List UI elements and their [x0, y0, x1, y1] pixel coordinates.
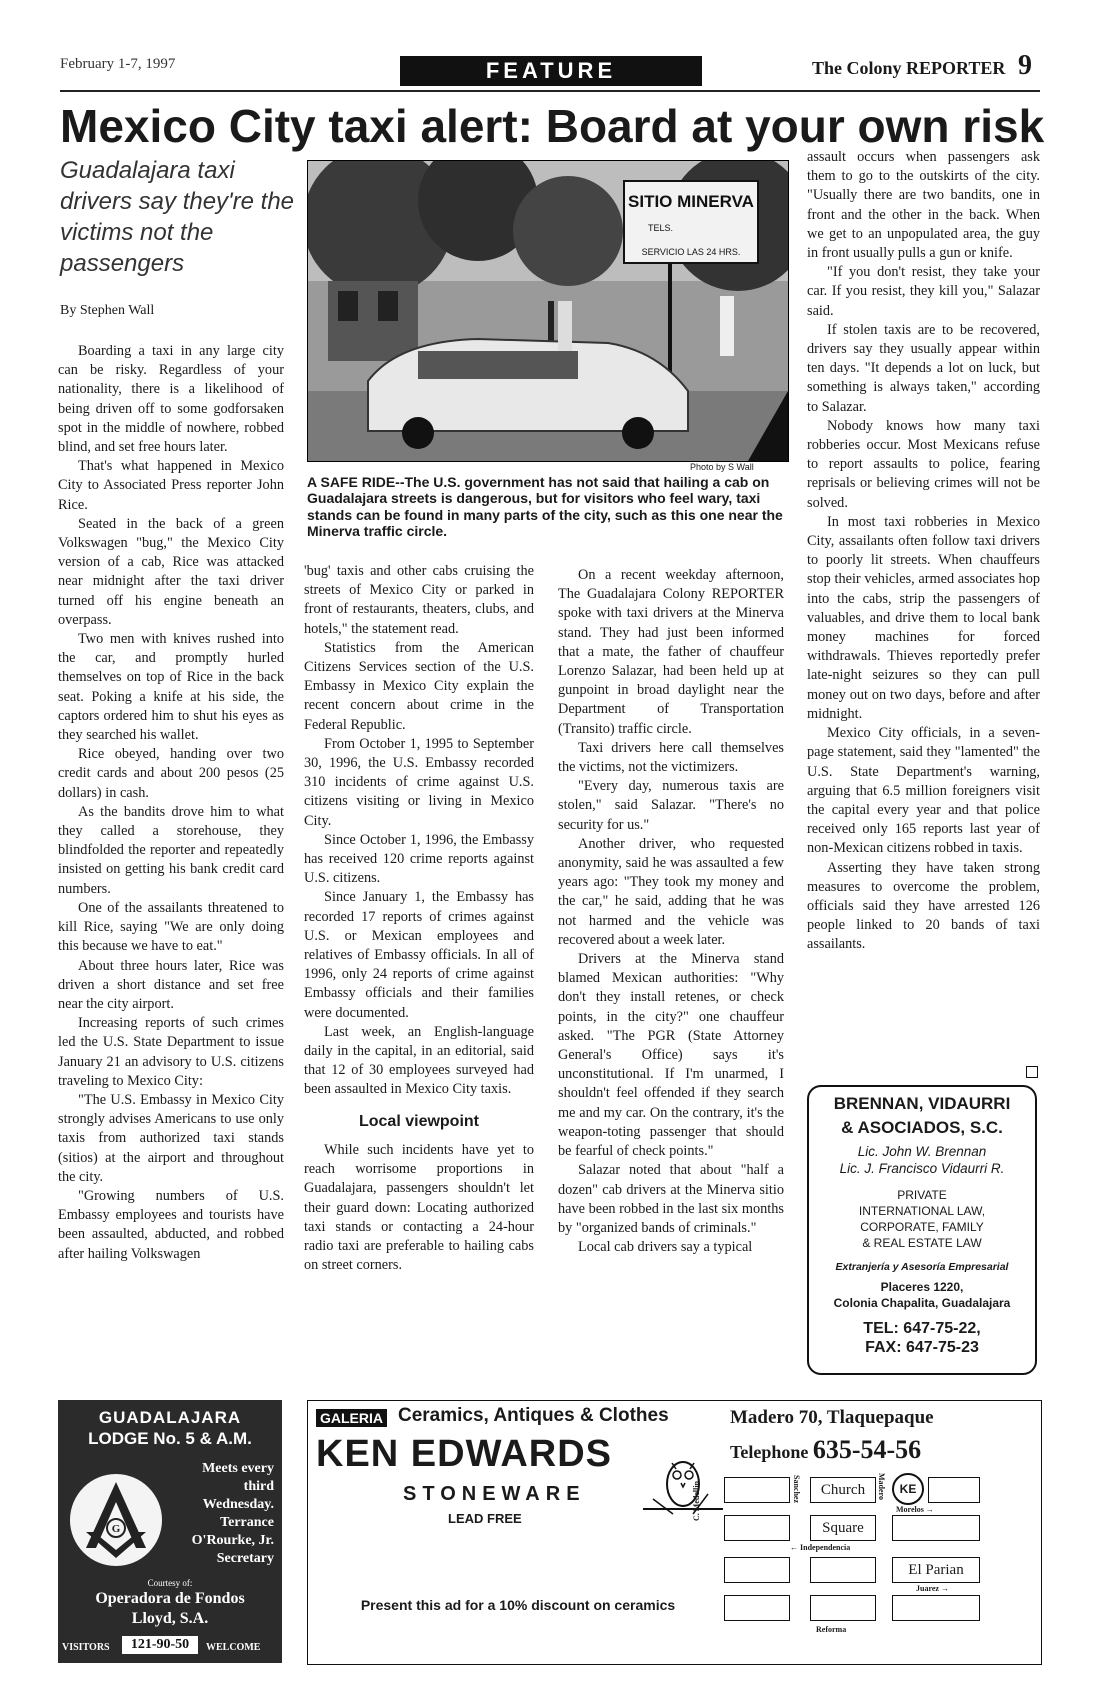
paragraph: Mexico City officials, in a seven-page statement, said they "lamented" the U.S. State Department's warning, arguing that 6.5 million foreigners visit the capital every year and that police received only 165 reports last year of non-Mexican citizens robbed in taxis.: [807, 725, 1040, 857]
galeria-label: GALERIA: [316, 1409, 387, 1427]
ken-discount: Present this ad for a 10% discount on ceramics: [360, 1597, 676, 1613]
paragraph: Drivers at the Minerva stand blamed Mexican authorities: "Why don't they install retenes, or check points, in the city?" one chauffeur asked. "The PGR (State Attorney General's Office) says it's unconstitutional. If I'm unarmed, I shouldn't feel offended if they search me and my car. On the contrary, it's the weapon-toting passenger that should be fearful of check points.": [558, 951, 784, 1160]
square-compass-icon: [66, 1470, 166, 1570]
lawyer-name-1: Lic. John W. Brennan: [857, 1144, 987, 1159]
lodge-contact-3: Secretary: [216, 1551, 274, 1566]
map-block: [928, 1477, 980, 1503]
ken-tel: 635-54-56: [812, 1435, 922, 1464]
deck: Guadalajara taxi drivers say they're the victims not the passengers: [60, 157, 295, 277]
map-block: [724, 1477, 790, 1503]
paragraph: Rice obeyed, handing over two credit cards and about 200 pesos (25 dollars) in cash.: [58, 746, 284, 801]
lodge-meets-2: third: [243, 1479, 274, 1494]
paragraph: assault occurs when passengers ask them to go to the outskirts of the city. "Usually there are two bandits, one in front and the other in the back. When we get to an unpopulated area, the guy in front usually pulls a gun or knife.: [807, 149, 1040, 262]
paragraph: That's what happened in Mexico City to Associated Press reporter John Rice.: [58, 458, 284, 513]
law-firm-name-1: BRENNAN, VIDAURRI: [833, 1094, 1011, 1113]
article-column-2: [304, 562, 534, 1275]
ken-tel-label: Telephone: [730, 1442, 809, 1462]
paragraph: In most taxi robberies in Mexico City, assailants often follow taxi drivers to poorly lit streets. When chauffeurs stop their vehicles, armed associates hop into the cabs, strip the passengers of valuables, and drive them to local bank money machines for forced withdrawals. Thieves reportedly prefer late-night seizures so they can pull money out on two days, before and after midnight.: [807, 513, 1040, 722]
paragraph: Asserting they have taken strong measures to overcome the problem, officials said they have arrested 126 people linked to 20 bands of taxi assailants.: [807, 859, 1040, 953]
map-block: [810, 1595, 876, 1621]
photo-illustration: [308, 161, 788, 461]
practice-line-4: & REAL ESTATE LAW: [862, 1236, 982, 1250]
paragraph: "Growing numbers of U.S. Embassy employees and tourists have been assaulted, abducted, and robbed after hailing Volkswagen: [58, 1187, 284, 1262]
map-block: [892, 1595, 980, 1621]
paper-name: The Colony REPORTER: [812, 58, 1006, 78]
lodge-meets-3: Wednesday.: [202, 1497, 274, 1512]
lodge-title-2: LODGE No. 5 & A.M.: [88, 1429, 252, 1448]
lodge-welcome: WELCOME: [206, 1642, 261, 1653]
map-ke-marker: KE: [892, 1473, 924, 1505]
end-mark-icon: [1026, 1066, 1038, 1078]
law-tel: TEL: 647-75-22,: [863, 1320, 981, 1337]
map-street-medellin: C. Medellin: [692, 1481, 701, 1521]
law-firm-ad: [807, 1085, 1037, 1375]
practice-line-3: CORPORATE, FAMILY: [860, 1220, 984, 1234]
map-el-parian: El Parian: [892, 1557, 980, 1583]
map-block: [810, 1557, 876, 1583]
map-street-madero: Madero: [877, 1473, 886, 1500]
map-street-juarez: Juarez →: [916, 1584, 949, 1593]
paragraph: On a recent weekday afternoon, The Guadalajara Colony REPORTER spoke with taxi drivers at the Minerva stand. They had just been informed that a mate, the father of chauffeur Lorenzo Salazar, had been held up at gunpoint in broad daylight near the Department of Transportation (Transito) traffic circle.: [558, 567, 784, 737]
paragraph: Two men with knives rushed into the car, and promptly hurled themselves on top of Rice in the back seat. Poking a knife at his side, the captors ordered him to shut his eyes as they searched his wallet.: [58, 631, 284, 744]
paragraph: Nobody knows how many taxi robberies occur. Most Mexicans refuse to report assaults to police, fearing reprisals or believing crimes will not be solved.: [807, 417, 1040, 511]
issue-date: February 1-7, 1997: [60, 56, 176, 72]
paragraph: Since October 1, 1996, the Embassy has received 120 crime reports against U.S. citizens.: [304, 831, 534, 887]
paragraph: "The U.S. Embassy in Mexico City strongly advises Americans to use only taxis from authorized taxi stands (sitios) at the airport and throughout the city.: [58, 1091, 284, 1185]
map-square: Square: [810, 1515, 876, 1541]
paragraph: One of the assailants threatened to kill Rice, saying "We are only doing this because we have to eat.": [58, 899, 284, 955]
map-street-independencia: ← Independencia: [790, 1543, 851, 1552]
location-map: [692, 1471, 1036, 1661]
map-block: [892, 1515, 980, 1541]
byline: By Stephen Wall: [60, 303, 155, 318]
paragraph: Local cab drivers say a typical: [578, 1239, 753, 1256]
lodge-contact-2: O'Rourke, Jr.: [191, 1533, 274, 1548]
paragraph: Boarding a taxi in any large city can be risky. Regardless of your nationality, there is a likelihood of being driven off to some godforsaken spot in the middle of nowhere, robbed blind, and set free hours later.: [58, 343, 284, 456]
lodge-contact-1: Terrance: [220, 1515, 274, 1530]
sign-tels: TELS.: [648, 223, 674, 233]
paragraph: About three hours later, Rice was driven a short distance and set free near the city airport.: [58, 957, 284, 1012]
law-fax: FAX: 647-75-23: [865, 1339, 979, 1356]
photo-credit: Photo by S Wall: [690, 462, 754, 472]
taxi-stand-photo: [307, 160, 789, 462]
map-church: Church: [810, 1477, 876, 1503]
paragraph: Salazar noted that about "half a dozen" cab drivers at the Minerva sitio have been robbed in the last six months by "organized bands of criminals.": [558, 1162, 784, 1236]
map-block: [724, 1557, 790, 1583]
paragraph: While such incidents have yet to reach worrisome proportions in Guadalajara, passengers shouldn't let their guard down: Locating authorized taxi stands or contacting a 24-hour radio taxi are preferable to hailing cabs on street corners.: [304, 1141, 534, 1274]
practice-line-2: INTERNATIONAL LAW,: [858, 1204, 986, 1218]
section-banner: FEATURE: [400, 56, 702, 86]
paragraph: Another driver, who requested anonymity, said he was assaulted a few years ago: "They took my money and the car," he said, adding that he was not harmed and the vehicle was recovered about a week later.: [558, 835, 784, 948]
article-column-1: [58, 342, 284, 1264]
photo-caption: A SAFE RIDE--The U.S. government has not said that hailing a cab on Guadalajara streets is dangerous, but for visitors who feel wary, taxi stands can be found in many parts of the city, such as this one near the Minerva traffic circle.: [307, 474, 783, 540]
lodge-courtesy: Courtesy of:: [147, 1578, 193, 1588]
ken-stoneware: STONEWARE: [403, 1483, 586, 1505]
lodge-visitors: VISITORS: [62, 1642, 110, 1653]
article-column-4: [807, 148, 1040, 955]
paragraph: Last week, an English-language daily in the capital, in an editorial, said that 12 of 30 employees surveyed had been assaulted in Mexico City taxis.: [304, 1023, 534, 1098]
svg-text:G: G: [111, 1523, 121, 1535]
paragraph: Statistics from the American Citizens Services section of the U.S. Embassy in Mexico City explain the recent concern about crime in the Federal Republic.: [304, 639, 534, 733]
paragraph: Since January 1, the Embassy has recorded 17 reports of crimes against U.S. or Mexican employees and relatives of Embassy officials. In all of 1996, only 24 reports of crime against Embassy officials and their families were documented.: [304, 889, 534, 1021]
paragraph: "Every day, numerous taxis are stolen," said Salazar. "There's no security for us.": [558, 778, 784, 833]
lodge-meets-1: Meets every: [202, 1461, 274, 1476]
lodge-title-1: GUADALAJARA: [98, 1408, 242, 1427]
map-street-morelos: Morelos →: [896, 1505, 934, 1514]
lodge-phone: 121-90-50: [122, 1636, 198, 1654]
sign-service: SERVICIO LAS 24 HRS.: [641, 247, 741, 257]
ken-wares: Ceramics, Antiques & Clothes: [398, 1405, 669, 1426]
ken-edwards-ad: [307, 1400, 1042, 1665]
paragraph: 'bug' taxis and other cabs cruising the streets of Mexico City or parked in front of restaurants, theaters, clubs, and hotels," the statement read.: [304, 563, 534, 637]
map-street-reforma: Reforma: [816, 1625, 847, 1634]
lodge-sponsor-2: Lloyd, S.A.: [131, 1610, 209, 1627]
map-street-sanchez: Sanchez: [792, 1475, 801, 1503]
map-block: [724, 1515, 790, 1541]
masonic-lodge-ad: [58, 1400, 282, 1663]
paragraph: Seated in the back of a green Volkswagen "bug," the Mexico City version of a cab, Rice was attacked near midnight after the taxi driver turned off his engine beneath an overpass.: [58, 515, 284, 628]
practice-line-1: PRIVATE: [897, 1188, 947, 1202]
ken-lead-free: LEAD FREE: [448, 1511, 522, 1526]
article-column-3: [558, 566, 784, 1257]
paragraph: Taxi drivers here call themselves the victims, not the victimizers.: [558, 739, 784, 776]
law-address-1: Placeres 1220,: [880, 1280, 964, 1294]
paragraph: "If you don't resist, they take your car. If you resist, they kill you," Salazar said.: [807, 264, 1040, 319]
sign-title: SITIO MINERVA: [628, 192, 754, 211]
paragraph: Increasing reports of such crimes led the U.S. State Department to issue January 21 an advisory to U.S. citizens traveling to Mexico City:: [58, 1015, 284, 1089]
law-tagline: Extranjería y Asesoría Empresarial: [835, 1261, 1009, 1273]
ken-address: Madero 70, Tlaquepaque: [730, 1407, 934, 1428]
paragraph: As the bandits drove him to what they called a storehouse, they blindfolded the reporter and repeatedly insisted on getting his bank credit card numbers.: [58, 803, 284, 897]
map-block: [724, 1595, 790, 1621]
masthead-rule: [60, 90, 1040, 92]
law-address-2: Colonia Chapalita, Guadalajara: [833, 1296, 1011, 1310]
law-firm-name-2: & ASOCIADOS, S.C.: [841, 1118, 1003, 1137]
ken-name: KEN EDWARDS: [316, 1433, 613, 1475]
subhead-local-viewpoint: Local viewpoint: [358, 1112, 479, 1130]
lawyer-name-2: Lic. J. Francisco Vidaurri R.: [839, 1161, 1005, 1176]
page-number: 9: [1018, 50, 1032, 81]
paragraph: From October 1, 1995 to September 30, 1996, the U.S. Embassy recorded 310 incidents of crime against U.S. citizens visiting or living in Mexico City.: [304, 735, 534, 829]
headline: Mexico City taxi alert: Board at your own risk: [60, 100, 1045, 152]
lodge-sponsor-1: Operadora de Fondos: [95, 1590, 245, 1607]
paragraph: If stolen taxis are to be recovered, drivers say they usually appear within ten days. "It depends a lot on luck, but something is always taken," according to Salazar.: [807, 321, 1040, 415]
